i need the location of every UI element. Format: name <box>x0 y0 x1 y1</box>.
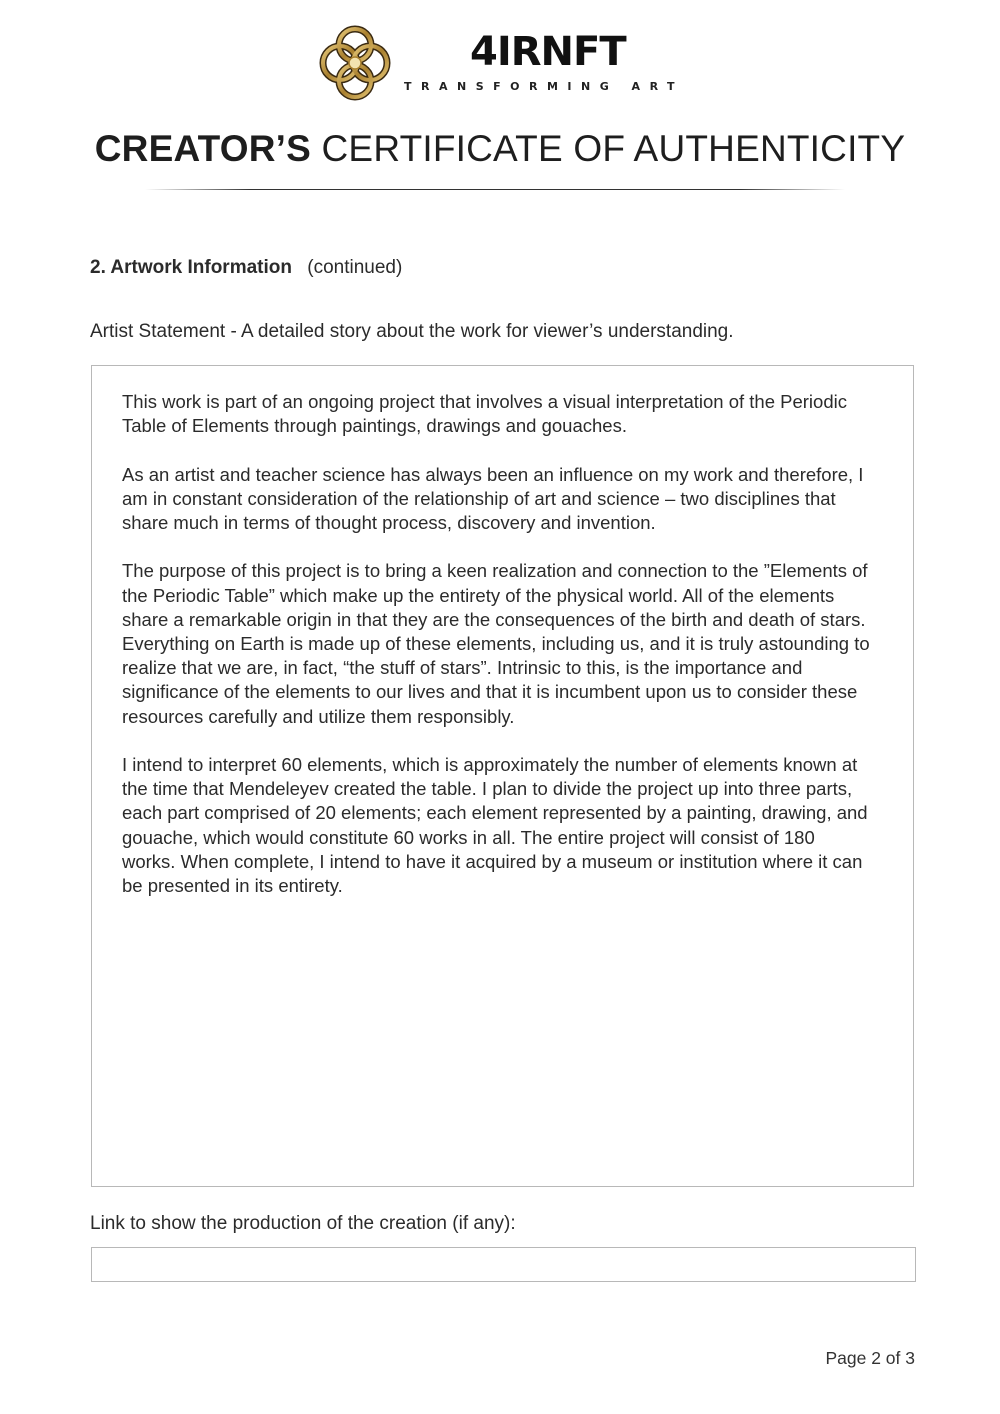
brand-name: 4IRNFT <box>470 29 626 75</box>
title-rest: CERTIFICATE OF AUTHENTICITY <box>321 128 906 169</box>
gold-infinity-knot-icon <box>314 22 396 104</box>
section-heading-title: 2. Artwork Information <box>90 257 292 278</box>
page-number: Page 2 of 3 <box>825 1348 915 1368</box>
statement-paragraph: This work is part of an ongoing project that involves a visual interpretation of the Periodic Table of Elements through paintings, drawings and gouaches. <box>122 391 847 437</box>
production-link-field[interactable] <box>91 1247 916 1282</box>
section-heading <box>90 257 402 279</box>
title-divider <box>145 189 845 190</box>
statement-paragraph: I intend to interpret 60 elements, which is approximately the number of elements known at the time that Mendeleyev created the table. I plan to divide the project up into three parts, each part comprised of 20 elements; each element represented by a painting, drawing, and gouache, which would constitute 60 works in all. The entire project will consist of 180 works. When complete, I intend to have it acquired by a museum or institution where it can be presented in its entirety. <box>122 754 868 897</box>
brand-logo <box>314 22 694 104</box>
artist-statement-label: Artist Statement - A detailed story about the work for viewer’s understanding. <box>90 321 734 342</box>
statement-paragraph: As an artist and teacher science has always been an influence on my work and therefore, I am in constant consideration of the relationship of art and science – two disciplines that share much in terms of thought process, discovery and invention. <box>122 463 864 533</box>
section-heading-note: (continued) <box>307 257 403 278</box>
production-link-label: Link to show the production of the creation (if any): <box>90 1213 516 1234</box>
statement-paragraph: The purpose of this project is to bring a keen realization and connection to the ”Elements of the Periodic Table” which make up the entirety of the physical world. All of the elements share a remarkable origin in that they are the consequences of the birth and death of stars. Everything on Earth is made up of these elements, including us, and it is truly astounding to realize that we are, in fact, “the stuff of stars”. Intrinsic to this, is the importance and significance of the elements to our lives and that it is incumbent upon us to consider these resources carefully and utilize them responsibly. <box>122 560 870 727</box>
artist-statement-text <box>122 390 872 922</box>
artist-statement-field[interactable] <box>91 365 914 1187</box>
brand-tagline: TRANSFORMING ART <box>404 80 685 93</box>
title-strong: CREATOR’S <box>94 128 312 169</box>
page-title <box>0 128 1000 170</box>
